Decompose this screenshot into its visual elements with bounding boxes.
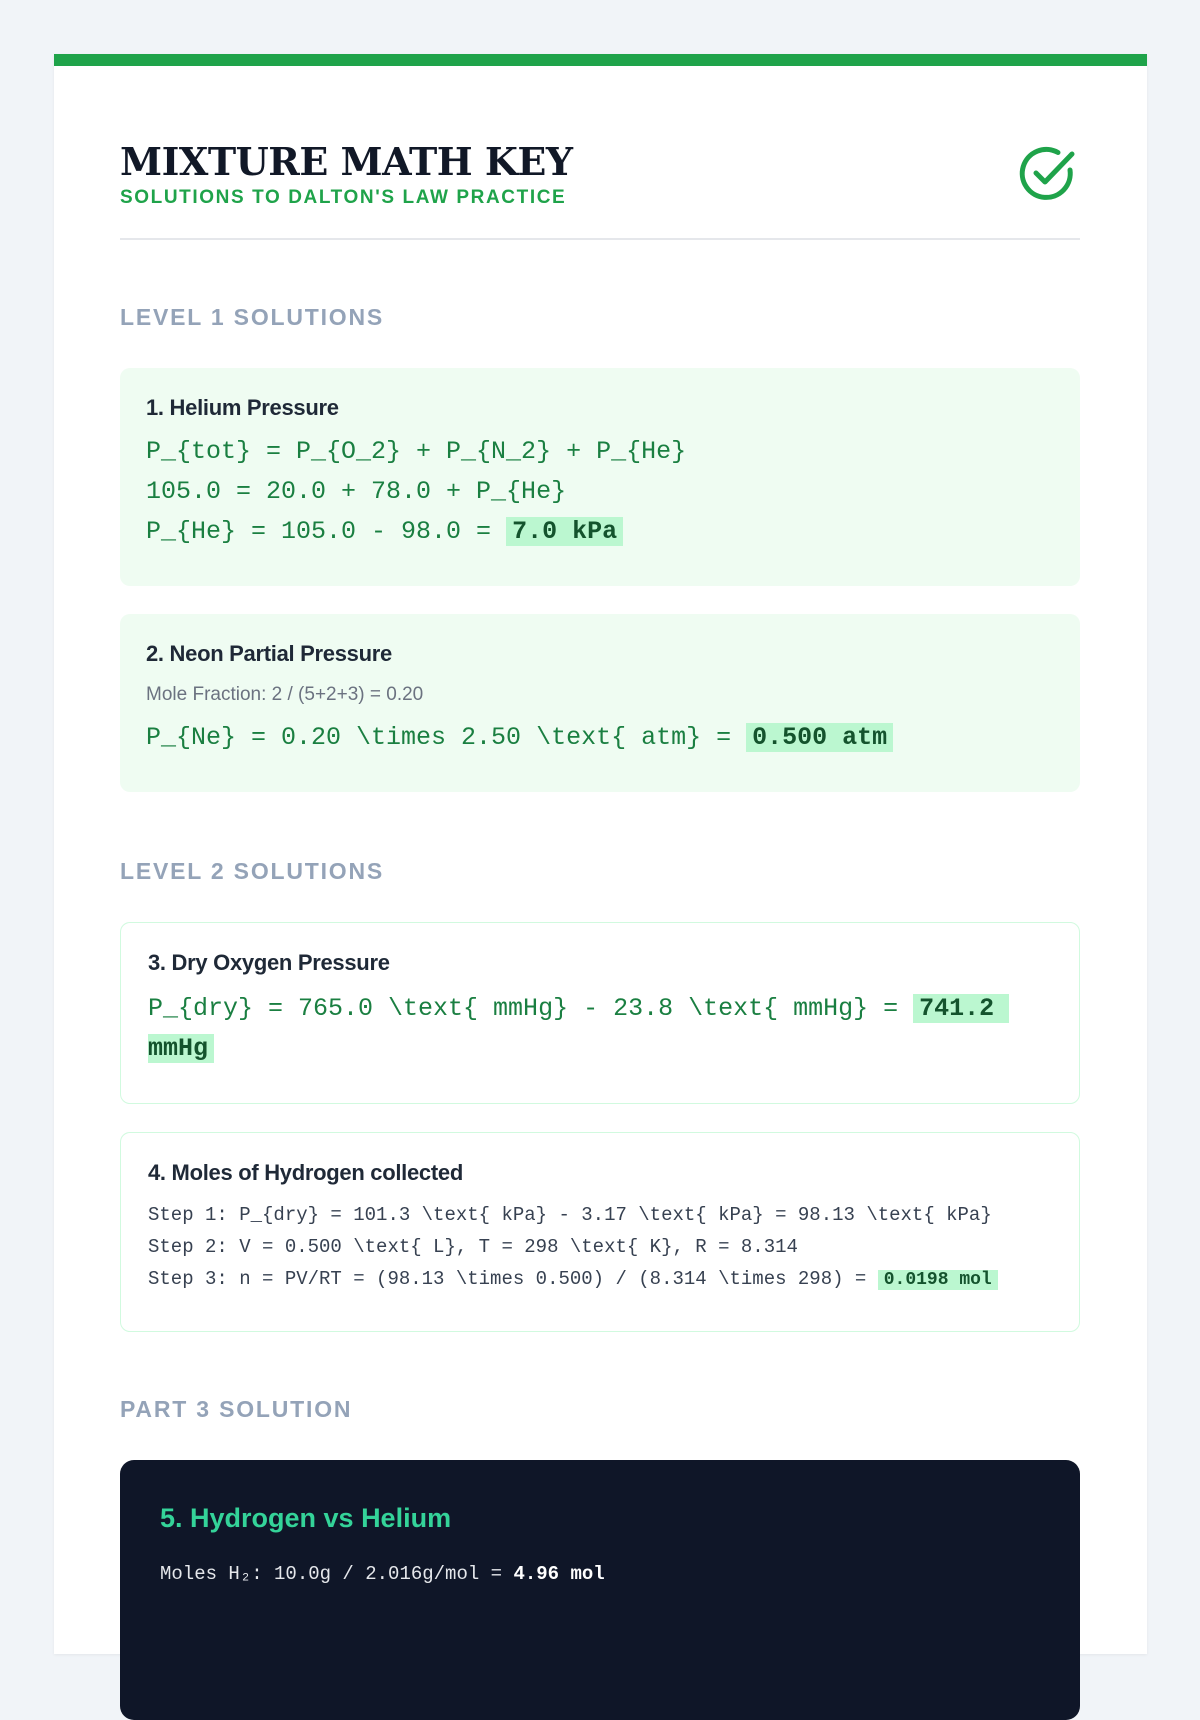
answer-highlight: 741.2 mmHg: [148, 994, 1010, 1063]
answer-highlight: 7.0 kPa: [506, 517, 623, 546]
solution-card-5: [120, 1460, 1080, 1720]
section-title-level2: LEVEL 2 SOLUTIONS: [120, 858, 385, 884]
solution-title: 4. Moles of Hydrogen collected: [148, 1160, 463, 1185]
solution-card-1: [120, 368, 1080, 586]
equation-line: Step 1: P_{dry} = 101.3 \text{ kPa} - 3.17 \text{ kPa} = 98.13 \text{ kPa}: [148, 1204, 992, 1226]
section-title-part3: PART 3 SOLUTION: [120, 1396, 353, 1422]
equation-final-line: [146, 512, 1054, 552]
equation-text: Step 3: n = PV/RT = (98.13 \times 0.500) / (8.314 \times 298) =: [148, 1268, 878, 1290]
answer-key-sheet: [54, 54, 1147, 1654]
equation-final-line: [146, 718, 1054, 758]
solution-note: Mole Fraction: 2 / (5+2+3) = 0.20: [146, 684, 424, 705]
equation-text: P_{He} = 105.0 - 98.0 =: [146, 517, 507, 546]
equation-line: P_{tot} = P_{O_2} + P_{N_2} + P_{He}: [146, 437, 687, 466]
equation-line: Step 2: V = 0.500 \text{ L}, T = 298 \text{ K}, R = 8.314: [148, 1236, 798, 1258]
equation-final-line: [148, 1263, 1053, 1296]
page-header: [120, 139, 1080, 240]
equation-text: P_{Ne} = 0.20 \times 2.50 \text{ atm} =: [146, 723, 747, 752]
page-subtitle: SOLUTIONS TO DALTON'S LAW PRACTICE: [120, 187, 567, 208]
answer-highlight: 0.500 atm: [746, 723, 893, 752]
answer-highlight: 0.0198 mol: [878, 1270, 998, 1290]
section-title-level1: LEVEL 1 SOLUTIONS: [120, 304, 385, 330]
solution-title: 3. Dry Oxygen Pressure: [148, 950, 390, 975]
equation-final-line: [148, 989, 1053, 1069]
solution-card-4: [120, 1132, 1080, 1332]
solution-title: 5. Hydrogen vs Helium: [160, 1503, 452, 1533]
page-title: MIXTURE MATH KEY: [120, 139, 573, 184]
answer-value: 4.96 mol: [513, 1563, 605, 1585]
equation-text: Moles H₂: 10.0g / 2.016g/mol =: [160, 1563, 514, 1585]
solution-card-2: [120, 614, 1080, 792]
solution-card-3: [120, 922, 1080, 1104]
equation-line: 105.0 = 20.0 + 78.0 + P_{He}: [146, 477, 567, 506]
solution-title: 1. Helium Pressure: [146, 395, 339, 420]
check-circle-icon: [1016, 142, 1080, 206]
equation-text: P_{dry} = 765.0 \text{ mmHg} - 23.8 \text{ mmHg} =: [148, 994, 914, 1023]
solution-title: 2. Neon Partial Pressure: [146, 641, 392, 666]
equation-line: [160, 1560, 1040, 1588]
